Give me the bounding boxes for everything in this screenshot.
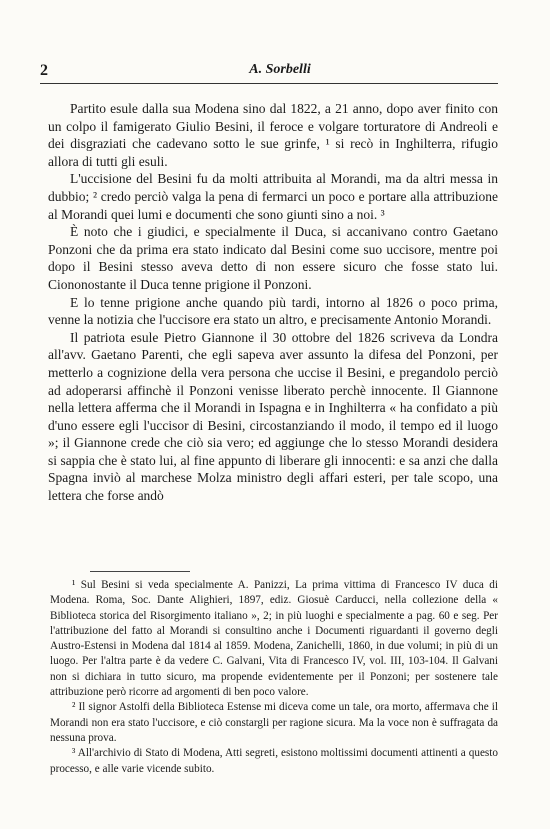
footnote-separator (90, 571, 190, 572)
footnotes (50, 578, 498, 777)
page-number: 2 (40, 62, 48, 79)
paragraph: E lo tenne prigione anche quando più tardi, intorno al 1826 o poco prima, venne la notizia che l'uccisore era stato un altro, e precisamente Antonio Morandi. (48, 294, 498, 328)
footnote: ² Il signor Astolfi della Biblioteca Estense mi diceva come un tale, ora morto, affermava che il Morandi non era stato l'uccisore, e ciò constargli per ragione sicura. Ma la voce non è suffragata da nessuna prova. (50, 701, 498, 744)
running-header (40, 62, 520, 82)
main-text (48, 100, 498, 505)
paragraph: È noto che i giudici, e specialmente il Duca, si accanivano contro Gaetano Ponzoni che da prima era stato indicato dal Besini come suo uccisore, mentre poi dopo il Besini stesso aveva detto di non essere sicuro che fosse stato lui. Ciononostante il Duca tenne prigione il Ponzoni. (48, 224, 498, 292)
paragraph: Partito esule dalla sua Modena sino dal 1822, a 21 anno, dopo aver finito con un colpo il famigerato Giulio Besini, il feroce e volgare torturatore di Andreoli e dei disgraziati che cadevano sotto le sue grinfe, ¹ si recò in Inghilterra, rifugio allora di tutti gli esuli. (48, 101, 498, 169)
paragraph: L'uccisione del Besini fu da molti attribuita al Morandi, ma da altri messa in dubbio; ² credo perciò valga la pena di fermarci un poco e portare alla attribuzione al Morandi quei lumi e documenti che sono giunti sino a noi. ³ (48, 171, 498, 222)
header-rule (40, 83, 498, 84)
footnote: ³ All'archivio di Stato di Modena, Atti segreti, esistono moltissimi documenti attinenti a questo processo, e alle varie vicende subito. (50, 747, 498, 775)
running-author: A. Sorbelli (249, 62, 311, 77)
footnote: ¹ Sul Besini si veda specialmente A. Panizzi, La prima vittima di Francesco IV duca di Modena. Roma, Soc. Dante Alighieri, 1897, ediz. Giosuè Carducci, nella collezione della « Biblioteca storica del Risorgimento italiano », 2; in più luoghi e specialmente a pag. 60 e seg. Per l'attribuzione del fatto al Morandi si consultino anche i Documenti riguardanti il governo degli Austro-Estensi in Modena dal 1814 al 1859. Modena, Zanichelli, 1860, in due volumi; in più di un luogo. Per l'altra parte è da vedere C. Galvani, Vita di Francesco IV, vol. III, 103-104. Il Galvani non si dichiara in tutto sicuro, ma propende evidentemente per il Ponzoni; per sostenere tale attribuzione però ricorre ad argomenti di ben poco valore. (50, 579, 498, 699)
paragraph: Il patriota esule Pietro Giannone il 30 ottobre del 1826 scriveva da Londra all'avv. Gaetano Parenti, che egli sapeva aver assunto la difesa del Ponzoni, per metterlo a cognizione della vera persona che uccise il Besini, e pregandolo perciò ad adoperarsi affinchè il Ponzoni venisse liberato perchè innocente. Il Giannone nella lettera afferma che il Morandi in Ispagna e in Inghilterra « ha confidato a più d'uno essere egli l'uccisor di Besini, circostanziando il modo, il tempo ed il luogo »; il Giannone crede che ciò sia vero; ed aggiunge che lo stesso Morandi desidera si sappia che è stato lui, al fine appunto di liberare gli innocenti: e sa anzi che dalla Spagna inviò al marchese Molza ministro degli affari esteri, per tale scopo, una lettera che forse andò (48, 329, 498, 504)
